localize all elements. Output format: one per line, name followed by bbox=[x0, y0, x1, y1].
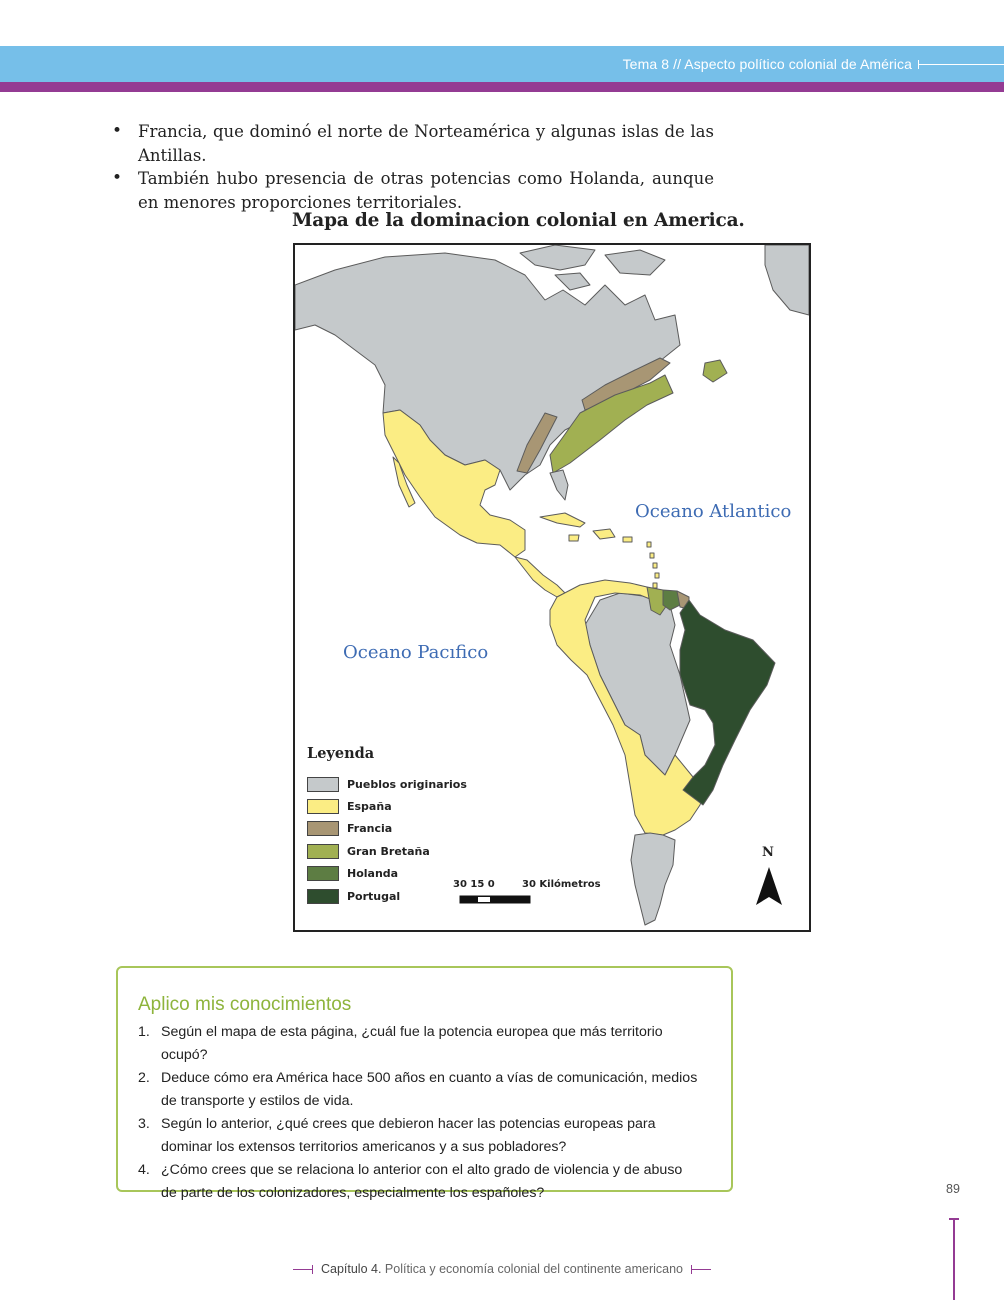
region-north-america bbox=[295, 253, 680, 490]
activity-item-number: 1. bbox=[138, 1024, 150, 1040]
bullet-item bbox=[112, 120, 714, 167]
side-rule bbox=[953, 1218, 955, 1300]
legend-swatch bbox=[307, 844, 339, 859]
legend-swatch bbox=[307, 799, 339, 814]
legend-label: Portugal bbox=[347, 889, 401, 903]
region-florida bbox=[550, 470, 568, 500]
legend-swatch bbox=[307, 821, 339, 836]
legend-swatch bbox=[307, 866, 339, 881]
legend bbox=[307, 773, 467, 907]
region-lesser-antilles bbox=[647, 542, 659, 588]
header-rule bbox=[918, 64, 1004, 65]
region-portugal-brazil bbox=[680, 600, 775, 805]
activity-item-number: 2. bbox=[138, 1070, 150, 1086]
legend-label: España bbox=[347, 800, 392, 814]
activity-item-number: 3. bbox=[138, 1116, 150, 1132]
legend-label: Holanda bbox=[347, 867, 399, 881]
legend-item-gran-bretana bbox=[307, 840, 467, 862]
legend-label: Pueblos originarios bbox=[347, 777, 467, 791]
activity-item-text: ¿Cómo crees que se relaciona lo anterior con el alto grado de violencia y de abuso de parte de los colonizadores, especialmente los españoles? bbox=[161, 1162, 683, 1201]
bullet-list bbox=[112, 120, 714, 214]
legend-swatch bbox=[307, 889, 339, 904]
north-label: N bbox=[762, 845, 774, 860]
region-jamaica bbox=[569, 535, 579, 541]
header-rule-tick bbox=[918, 60, 919, 69]
region-arctic-islands bbox=[605, 250, 665, 275]
ocean-pacific-label: Oceano Pacıfico bbox=[343, 642, 489, 663]
region-arctic-islands bbox=[555, 273, 590, 290]
activity-title: Aplico mis conocimientos bbox=[138, 994, 352, 1015]
region-newfoundland bbox=[703, 360, 727, 382]
bullet-text: Francia, que dominó el norte de Norteamérica y algunas islas de las Antillas. bbox=[138, 122, 714, 165]
footer bbox=[0, 1262, 1004, 1276]
region-greenland bbox=[765, 245, 809, 315]
activity-item bbox=[138, 1113, 698, 1159]
legend-item-espana bbox=[307, 795, 467, 817]
legend-label: Francia bbox=[347, 822, 393, 836]
legend-item-holanda bbox=[307, 863, 467, 885]
activity-item bbox=[138, 1159, 698, 1205]
map-title: Mapa de la dominacion colonial en America. bbox=[292, 210, 745, 231]
activity-box bbox=[116, 966, 733, 1201]
footer-chapter: Capítulo 4. bbox=[320, 1262, 382, 1276]
footer-rule-right bbox=[691, 1269, 711, 1271]
region-central-america bbox=[515, 557, 565, 597]
activity-item bbox=[138, 1021, 698, 1067]
region-patagonia bbox=[631, 833, 675, 925]
bullet-dot: • bbox=[112, 121, 123, 141]
region-puerto-rico bbox=[623, 537, 632, 542]
activity-item-text: Deduce cómo era América hace 500 años en cuanto a vías de comunicación, medios de transporte y estilos de vida. bbox=[161, 1070, 698, 1109]
activity-item-number: 4. bbox=[138, 1162, 150, 1178]
colonial-map bbox=[293, 243, 811, 932]
bullet-dot: • bbox=[112, 168, 123, 188]
footer-rule-left bbox=[293, 1269, 313, 1271]
activity-list bbox=[138, 1021, 698, 1205]
scale-bar bbox=[460, 896, 530, 903]
activity-item-text: Según lo anterior, ¿qué crees que debieron hacer las potencias europeas para dominar los extensos territorios americanos y a sus pobladores? bbox=[161, 1116, 656, 1155]
region-arctic-islands bbox=[520, 245, 595, 270]
bullet-item bbox=[112, 167, 714, 214]
legend-item-francia bbox=[307, 818, 467, 840]
region-cuba bbox=[540, 513, 585, 527]
legend-item-portugal bbox=[307, 885, 467, 907]
legend-item-pueblos-originarios bbox=[307, 773, 467, 795]
activity-item bbox=[138, 1067, 698, 1113]
legend-swatch bbox=[307, 777, 339, 792]
activity-item-text: Según el mapa de esta página, ¿cuál fue la potencia europea que más territorio ocupó? bbox=[161, 1024, 663, 1063]
ocean-atlantic-label: Oceano Atlantico bbox=[635, 501, 792, 522]
header-title: Tema 8 // Aspecto político colonial de América bbox=[622, 56, 912, 72]
north-arrow-icon bbox=[756, 867, 782, 905]
bullet-text: También hubo presencia de otras potencias como Holanda, aunque en menores proporciones territoriales. bbox=[138, 169, 714, 212]
scale-numbers: 30 15 0 bbox=[453, 879, 495, 890]
legend-title: Leyenda bbox=[307, 745, 375, 762]
page-number: 89 bbox=[946, 1182, 960, 1196]
header-accent-stripe bbox=[0, 82, 1004, 92]
footer-title: Política y economía colonial del continente americano bbox=[384, 1262, 684, 1276]
scale-unit: 30 Kilómetros bbox=[522, 879, 601, 890]
region-hispaniola bbox=[593, 529, 615, 539]
legend-label: Gran Bretaña bbox=[347, 844, 430, 858]
